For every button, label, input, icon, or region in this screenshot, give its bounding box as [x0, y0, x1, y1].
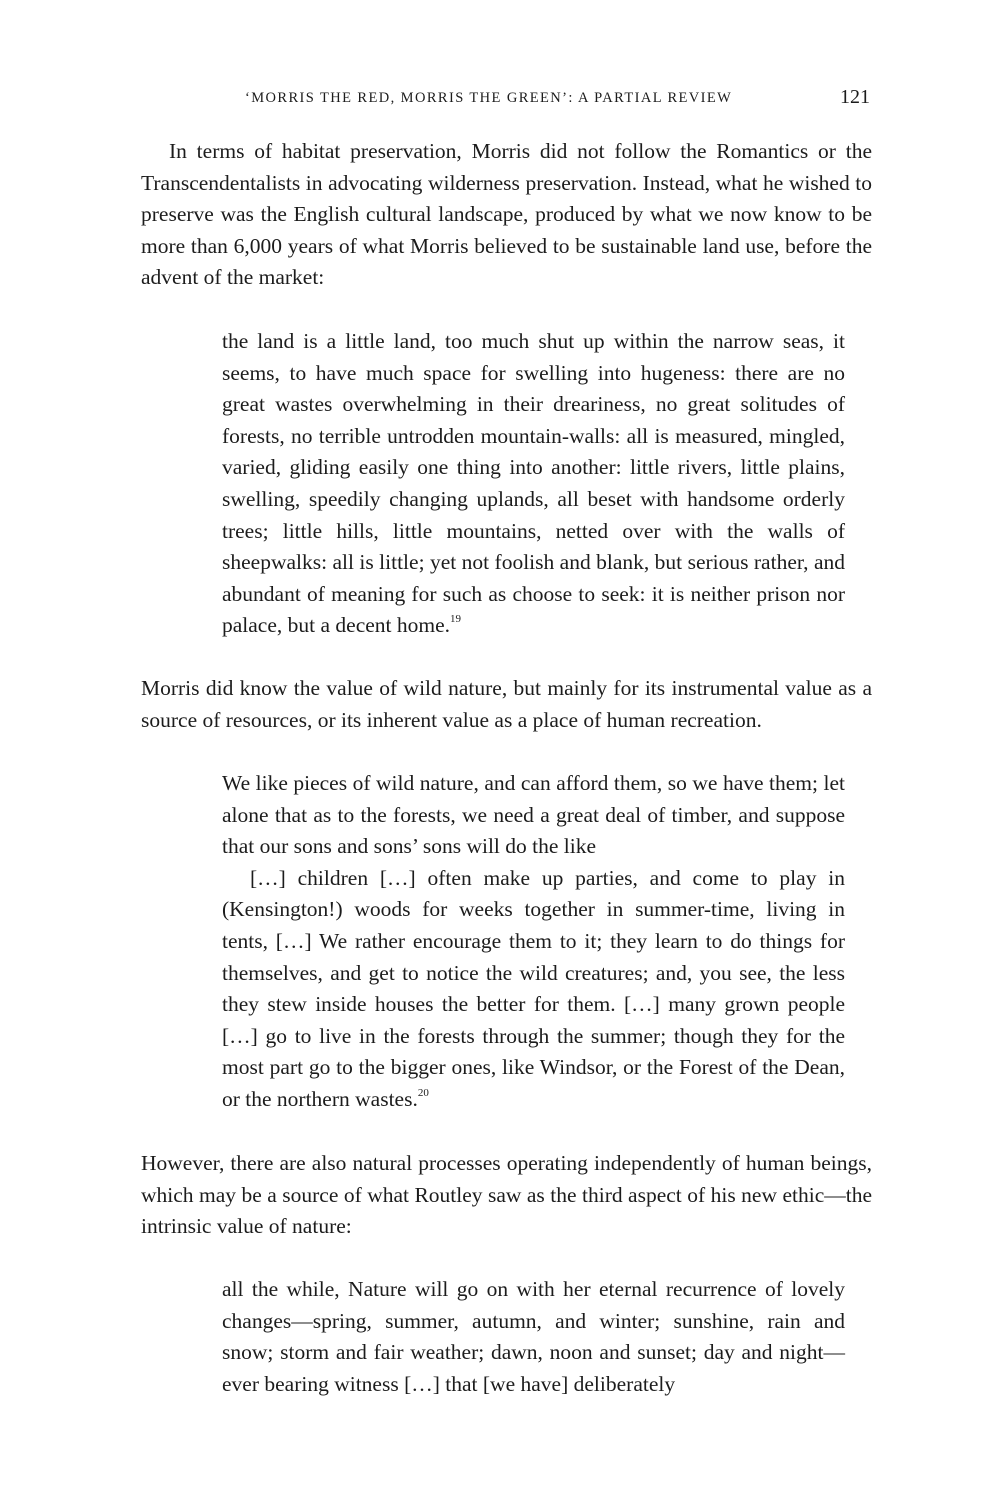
page-number: 121: [840, 86, 870, 108]
quote-body: […] children […] often make up parties, and come to play in (Kensington!) woods for weeks together in summer-time, living in tents, […] We rather encourage them to it; they learn to do things for themselves, and get to notice the wild creatures; and, you see, the less they stew inside houses the better for them. […] many grown people […] go to live in the forests through the summer; though they for the most part go to the bigger ones, like Windsor, or the Forest of the Dean, or the northern wastes.: [222, 865, 845, 1111]
running-head: [140, 86, 872, 110]
block-quote-wild-nature: [222, 768, 845, 1116]
quote-continuation: [222, 863, 845, 1116]
quote-body: the land is a little land, too much shut up within the narrow seas, it seems, to have much space for swelling into hugeness: there are no great wastes overwhelming in their dreariness, no great solitudes of forests, no terrible untrodden mountain-walls: all is measured, mingled, varied, gliding easily one thing into another: little rivers, little plains, swelling, speedily changing uplands, all beset with handsome orderly trees; little hills, little mountains, netted over with the walls of sheepwalks: all is little; yet not foolish and blank, but serious rather, and abundant of meaning for such as choose to seek: it is neither prison nor palace, but a decent home.: [222, 329, 845, 638]
block-quote-nature-recurrence: [222, 1274, 845, 1400]
body-paragraph-wild-nature: Morris did know the value of wild nature, but mainly for its instrumental value as a source of resources, or its inherent value as a place of human recreation.: [141, 676, 872, 732]
running-title: ‘MORRIS THE RED, MORRIS THE GREEN’: A PARTIAL REVIEW: [245, 90, 733, 106]
body-paragraph-habitat: In terms of habitat preservation, Morris did not follow the Romantics or the Transcendentalists in advocating wilderness preservation. Instead, what he wished to preserve was the English cultural landscape, produced by what we now know to be more than 6,000 years of what Morris believed to be sustainable land use, before the advent of the market:: [141, 139, 872, 289]
footnote-ref-19: 19: [450, 613, 462, 626]
block-quote-land: [222, 326, 845, 642]
quote-text: all the while, Nature will go on with her eternal recurrence of lovely changes—spring, summer, autumn, and winter; sunshine, rain and snow; storm and fair weather; dawn, noon and sunset; day and night—ever bearing witness […] that [we have] deliberately: [222, 1277, 845, 1396]
footnote-ref-20: 20: [417, 1086, 429, 1099]
quote-text: We like pieces of wild nature, and can afford them, so we have them; let alone that as to the forests, we need a great deal of timber, and suppose that our sons and sons’ sons will do the like: [222, 771, 845, 859]
quote-text: [222, 326, 845, 642]
body-paragraph-natural-processes: However, there are also natural processes operating independently of human beings, which may be a source of what Routley saw as the third aspect of his new ethic—the intrinsic value of nature:: [141, 1151, 872, 1238]
